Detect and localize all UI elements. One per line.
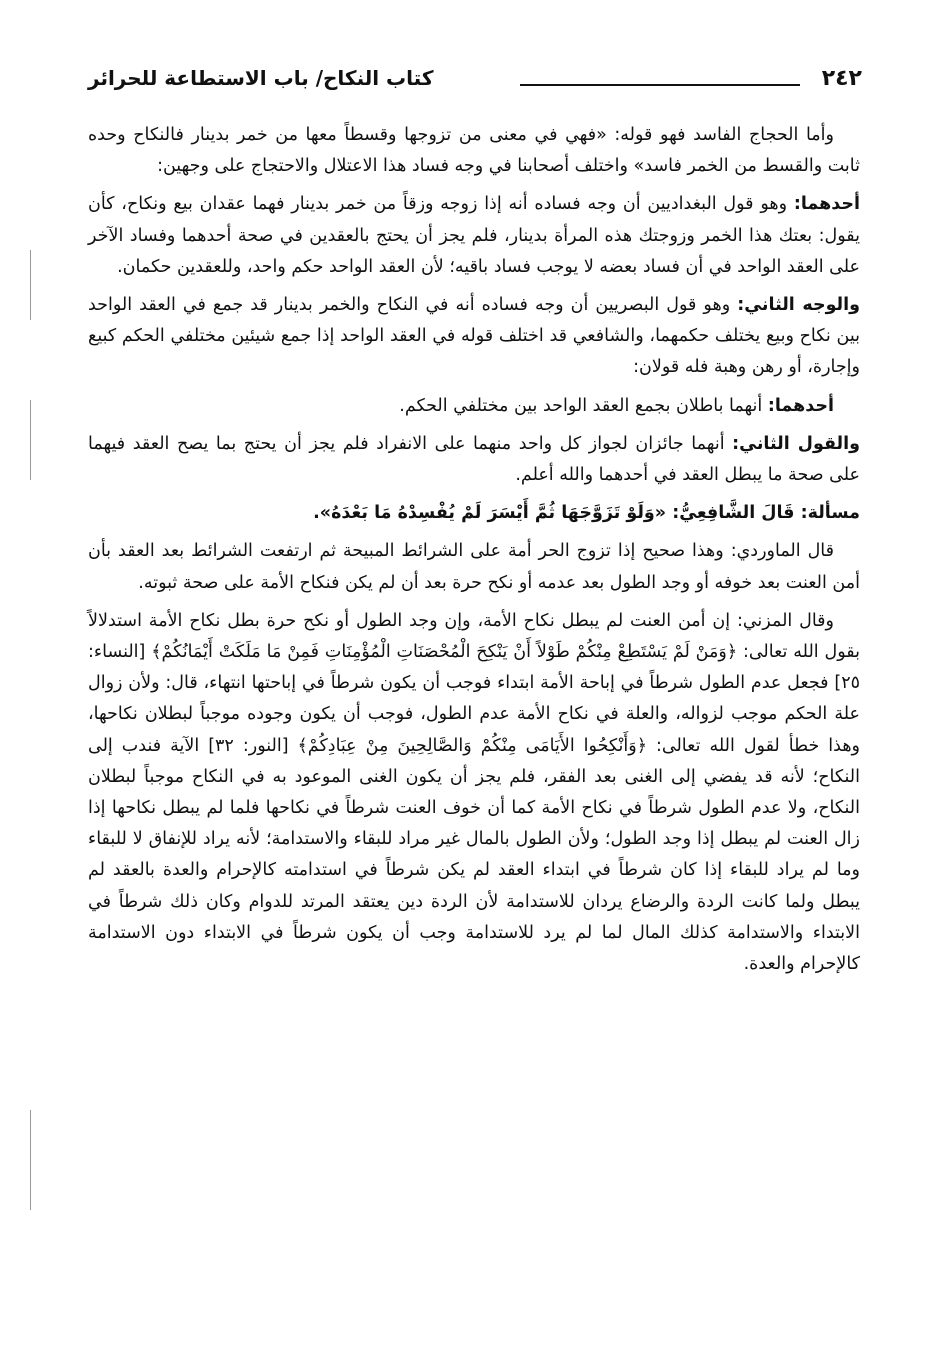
paragraph-lead: أحدهما:: [767, 395, 834, 416]
running-title: كتاب النكاح/ باب الاستطاعة للحرائر: [88, 66, 434, 90]
paragraph: [88, 120, 860, 182]
paragraph-text: «وَلَوْ تَزَوَّجَهَا ثُمَّ أَيْسَرَ لَمْ يُفْسِدْهُ مَا بَعْدَهُ».: [313, 503, 673, 524]
paragraph-lead: أحدهما:: [793, 194, 860, 215]
paragraph-text: قال الماوردي: وهذا صحيح إذا تزوج الحر أمة على الشرائط المبيحة ثم ارتفعت الشرائط بعد العقد بأن أمن العنت بعد خوفه أو وجد الطول بعد عدمه أو نكح حرة بعد أن لم يكن فنكاح الأمة على صحة ثبوته.: [88, 541, 860, 593]
paragraph-lead: والقول الثاني:: [732, 433, 860, 454]
paragraph-text: أنهما جائزان لجواز كل واحد منهما على الانفراد فلم يجز أن يحتج بما يصح العقد فيهما على صحة ما يبطل العقد في أحدهما والله أعلم.: [88, 433, 860, 486]
paragraph-text: وهو قول البصريين أن وجه فساده أنه في النكاح والخمر بدينار قد جمع في العقد الواحد بين نكاح وبيع يختلف حكمهما، والشافعي قد اختلف قوله في العقد الواحد إذا جمع شيئين مختلفي الحكم كبيع وإجارة، أو رهن وهبة فله قولان:: [88, 295, 860, 378]
paragraph-text: وقال المزني: إن أمن العنت لم يبطل نكاح الأمة، وإن وجد الطول أو نكح حرة بطل نكاح الأمة استدلالاً بقول الله تعالى: ﴿وَمَنْ لَمْ يَسْتَطِعْ مِنْكُمْ طَوْلاً أَنْ يَنْكِحَ الْمُحْصَنَاتِ الْمُؤْمِنَاتِ فَمِنْ مَا مَلَكَتْ أَيْمَانُكُمْ﴾ [النساء: ٢٥] فجعل عدم الطول شرطاً في إباحة الأمة ابتداء فوجب أن يكون شرطاً في إباحتها انتهاء، قال: ولأن زوال علة الحكم موجب لزواله، والعلة في نكاح الأمة عدم الطول، فوجب أن يكون وجوده موجباً لبطلان نكاحها، وهذا خطأ لقول الله تعالى: ﴿وَأَنْكِحُوا الأَيَامَى مِنْكُمْ وَالصَّالِحِينَ مِنْ عِبَادِكُمْ﴾ [النور: ٣٢] الآية فندب إلى النكاح؛ لأنه قد يفضي إلى الغنى بعد الفقر، فلم يجز أن يكون الغنى الموعود به في النكاح موجباً لبطلان النكاح، ولا عدم الطول شرطاً في نكاح الأمة كما أن خوف العنت شرطاً في نكاحها فلما لم يبطل نكاحها إذا زال العنت لم يبطل إذا وجد الطول؛ ولأن الطول بالمال غير مراد للبقاء والاستدامة؛ لأنه يراد للإنفاق لا للبقاء وما لم يراد للبقاء إذا كان شرطاً في ابتداء العقد لم يكن شرطاً في استدامته كالإحرام والعدة بالعقد لم يبطل ولما كانت الردة والرضاع يردان للاستدامة لأن الردة دين يعتقد المرتد للدوام وكان ذلك شرطاً في الابتداء والاستدامة كذلك المال لما لم يرد للاستدامة وجب أن يكون شرطاً في الابتداء دون الاستدامة كالإحرام والعدة.: [88, 610, 861, 975]
paragraph: [88, 429, 860, 491]
paragraph: [88, 290, 860, 384]
paragraph-text: وهو قول البغداديين أن وجه فساده أنه إذا زوجه وزقاً من خمر بدينار فهما عقدان بيع ونكاح، كأن يقول: بعتك هذا الخمر وزوجتك هذه المرأة بدينار، فلم يجز أن يحتج بالعقدين في صحة أحدهما وفساد الآخر على العقد الواحد في أن فساد بعضه لا يوجب فساد باقيه؛ لأن العقد الواحد حكم واحد، وللعقدين حكمان.: [88, 194, 860, 277]
paragraph: [88, 189, 860, 283]
margin-mark: [30, 400, 31, 480]
paragraph-lead: والوجه الثاني:: [737, 295, 861, 316]
header-rule: [520, 84, 800, 86]
page-header: [88, 62, 862, 98]
paragraph-lead: مسألة: قَالَ الشَّافِعِيُّ:: [672, 503, 860, 524]
text-column: [88, 120, 860, 1310]
paragraph: [88, 498, 860, 529]
margin-mark: [30, 250, 31, 320]
paragraph: [88, 391, 860, 422]
paragraph: [88, 606, 860, 980]
margin-mark: [30, 1110, 31, 1210]
page-number: ٢٤٢: [821, 66, 862, 91]
paragraph-text: أنهما باطلان بجمع العقد الواحد بين مختلفي الحكم.: [399, 395, 768, 416]
paragraph-text: وأما الحجاج الفاسد فهو قوله: «فهي في معنى من تزوجها وقسطاً معها من خمر بدينار فالنكاح وحده ثابت والقسط من الخمر فاسد» واختلف أصحابنا في وجه فساد هذا الاعتلال والاحتجاج على وجهين:: [88, 125, 860, 177]
paragraph: [88, 536, 860, 598]
